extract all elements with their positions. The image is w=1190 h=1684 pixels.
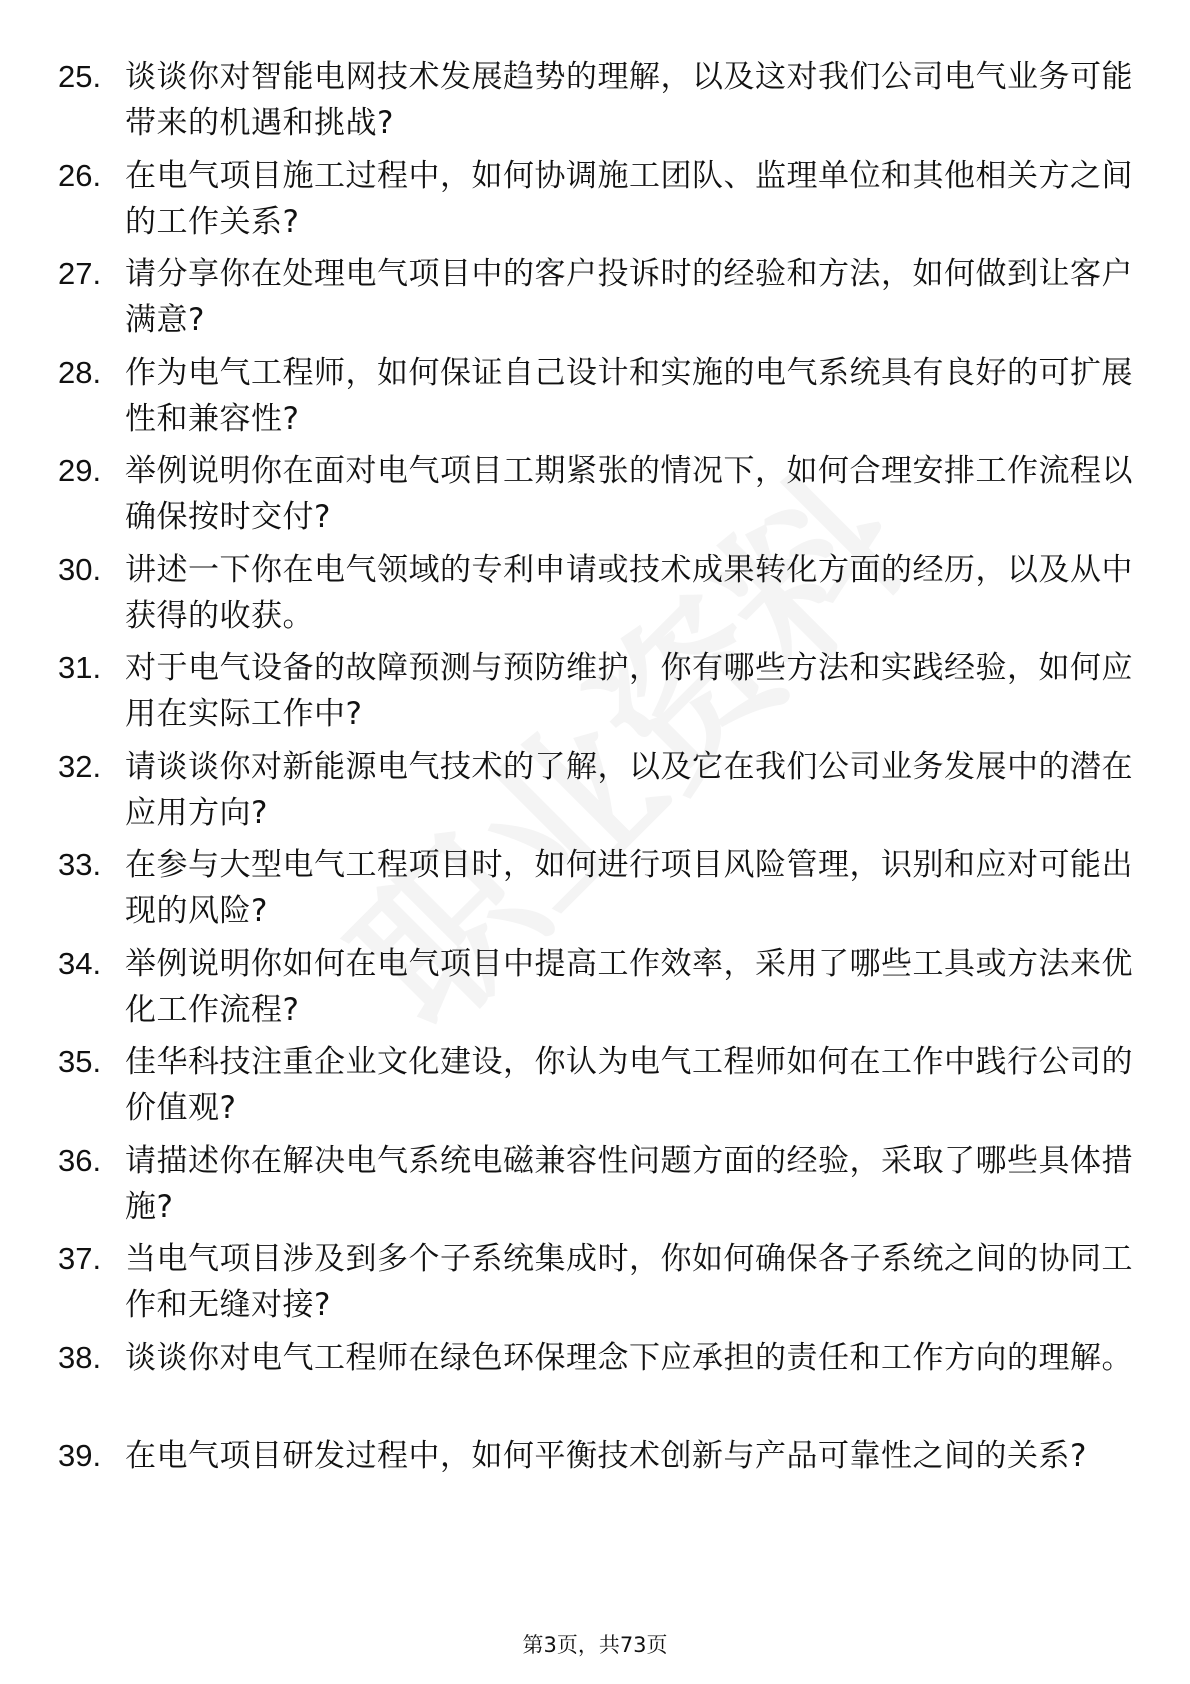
question-number: 27. (58, 256, 102, 291)
question-text: 讲述一下你在电气领域的专利申请或技术成果转化方面的经历，以及从中获得的收获。 (125, 551, 1133, 634)
question-number: 32. (58, 748, 102, 784)
question-text: 对于电气设备的故障预测与预防维护，你有哪些方法和实践经验，如何应用在实际工作中? (125, 650, 1133, 732)
question-item-39 (58, 1433, 1138, 1532)
question-item-38 (58, 1335, 1138, 1434)
question-item-37 (58, 1236, 1138, 1335)
question-text: 作为电气工程师，如何保证自己设计和实施的电气系统具有良好的可扩展性和兼容性? (125, 354, 1133, 437)
question-text: 当电气项目涉及到多个子系统集成时，你如何确保各子系统之间的协同工作和无缝对接? (125, 1241, 1133, 1323)
question-number: 34. (58, 945, 102, 981)
question-item-33 (58, 842, 1138, 941)
question-item-26 (58, 153, 1138, 252)
question-item-32 (58, 744, 1138, 843)
question-text: 谈谈你对智能电网技术发展趋势的理解，以及这对我们公司电气业务可能带来的机遇和挑战? (125, 59, 1133, 141)
question-number: 29. (58, 453, 102, 488)
question-text: 在电气项目施工过程中，如何协调施工团队、监理单位和其他相关方之间的工作关系? (125, 157, 1133, 240)
page-footer (0, 1630, 1190, 1660)
question-item-35 (58, 1039, 1138, 1138)
question-text: 谈谈你对电气工程师在绿色环保理念下应承担的责任和工作方向的理解。 (125, 1339, 1133, 1376)
question-item-28 (58, 350, 1138, 449)
page-number-label: 第3页，共73页 (522, 1633, 668, 1657)
question-text: 请谈谈你对新能源电气技术的了解，以及它在我们公司业务发展中的潜在应用方向? (125, 748, 1133, 831)
question-item-29 (58, 448, 1138, 547)
question-number: 30. (58, 551, 102, 587)
question-text: 佳华科技注重企业文化建设，你认为电气工程师如何在工作中践行公司的价值观? (125, 1044, 1133, 1126)
question-number: 39. (58, 1438, 102, 1473)
question-text: 请分享你在处理电气项目中的客户投诉时的经验和方法，如何做到让客户满意? (125, 256, 1133, 338)
question-text: 请描述你在解决电气系统电磁兼容性问题方面的经验，采取了哪些具体措施? (125, 1142, 1133, 1225)
question-text: 在参与大型电气工程项目时，如何进行项目风险管理，识别和应对可能出现的风险? (125, 847, 1133, 929)
question-number: 37. (58, 1241, 102, 1276)
question-item-36 (58, 1138, 1138, 1237)
question-text: 举例说明你在面对电气项目工期紧张的情况下，如何合理安排工作流程以确保按时交付? (125, 453, 1133, 535)
question-number: 31. (58, 650, 102, 685)
question-text: 举例说明你如何在电气项目中提高工作效率，采用了哪些工具或方法来优化工作流程? (125, 945, 1133, 1028)
question-item-34 (58, 941, 1138, 1040)
question-number: 25. (58, 59, 102, 94)
question-item-30 (58, 547, 1138, 646)
question-text: 在电气项目研发过程中，如何平衡技术创新与产品可靠性之间的关系? (125, 1438, 1087, 1474)
question-list (58, 54, 1138, 1532)
question-item-31 (58, 645, 1138, 744)
question-number: 35. (58, 1044, 102, 1079)
question-item-25 (58, 54, 1138, 153)
question-item-27 (58, 251, 1138, 350)
question-number: 26. (58, 157, 102, 193)
question-number: 33. (58, 847, 102, 882)
question-number: 36. (58, 1142, 102, 1178)
question-number: 28. (58, 354, 102, 390)
question-number: 38. (58, 1339, 102, 1375)
